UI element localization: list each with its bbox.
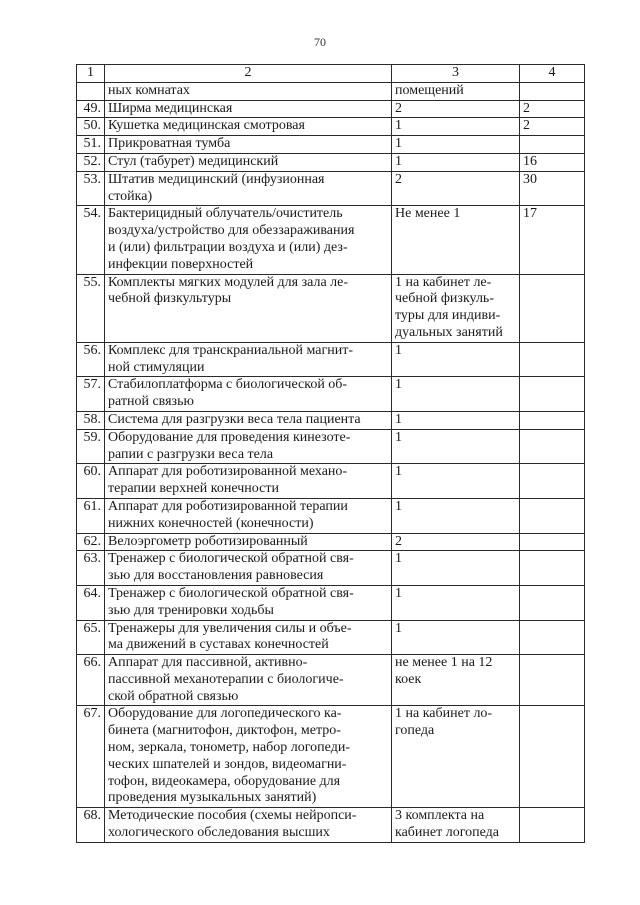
item-name-line: Тренажер с биологической обратной свя- xyxy=(108,551,354,567)
item-extra-quantity xyxy=(520,585,585,620)
table-row xyxy=(77,377,585,412)
item-extra-quantity xyxy=(520,82,585,100)
item-name-line: чебной физкультуры xyxy=(108,291,232,307)
item-quantity-line: 1 xyxy=(395,620,402,636)
table-row xyxy=(77,808,585,843)
item-extra-quantity: 2 xyxy=(520,118,585,136)
table-row xyxy=(77,429,585,464)
item-name-line: зью для восстановления равновесия xyxy=(108,568,324,584)
item-quantity xyxy=(392,620,520,655)
equipment-table xyxy=(76,64,585,843)
item-name-line: Оборудование для проведения кинезоте- xyxy=(108,429,351,445)
table-row xyxy=(77,655,585,706)
row-number: 66. xyxy=(77,655,105,706)
item-name-line: проведения музыкальных занятий) xyxy=(108,790,317,806)
item-name-line: тофон, видеокамера, оборудование для xyxy=(108,773,341,789)
item-name xyxy=(105,655,392,706)
item-name-line: инфекции поверхностей xyxy=(108,256,254,272)
item-name xyxy=(105,118,392,136)
item-name-line: Аппарат для роботизированной механо- xyxy=(108,464,348,480)
item-quantity-line: 1 xyxy=(395,498,402,514)
item-name-line: воздуха/устройство для обеззараживания xyxy=(108,223,355,239)
item-extra-quantity: 30 xyxy=(520,171,585,206)
item-quantity xyxy=(392,706,520,808)
row-number: 55. xyxy=(77,274,105,342)
table-row xyxy=(77,551,585,586)
item-name-line: зью для тренировки ходьбы xyxy=(108,602,274,618)
item-quantity-line: 1 xyxy=(395,342,402,358)
item-extra-quantity: 17 xyxy=(520,206,585,274)
item-name xyxy=(105,411,392,429)
column-header-4: 4 xyxy=(520,65,585,83)
item-quantity xyxy=(392,171,520,206)
item-name-line: ратной связью xyxy=(108,394,194,410)
table-row xyxy=(77,464,585,499)
item-quantity xyxy=(392,118,520,136)
item-extra-quantity xyxy=(520,551,585,586)
item-name-line: Стабилоплатформа с биологической об- xyxy=(108,377,348,393)
item-name xyxy=(105,136,392,154)
column-header-3: 3 xyxy=(392,65,520,83)
item-quantity xyxy=(392,411,520,429)
table-row xyxy=(77,136,585,154)
item-quantity-line: не менее 1 на 12 xyxy=(395,655,493,671)
item-extra-quantity xyxy=(520,342,585,377)
row-number: 67. xyxy=(77,706,105,808)
item-quantity xyxy=(392,206,520,274)
table-body xyxy=(77,82,585,842)
item-extra-quantity xyxy=(520,274,585,342)
item-name xyxy=(105,274,392,342)
item-name-line: терапии верхней конечности xyxy=(108,481,279,497)
item-quantity-line: 1 на кабинет ле- xyxy=(395,274,492,290)
item-name xyxy=(105,808,392,843)
item-extra-quantity xyxy=(520,808,585,843)
item-name xyxy=(105,585,392,620)
table-row xyxy=(77,533,585,551)
table-row xyxy=(77,411,585,429)
item-quantity-line: 2 xyxy=(395,100,402,116)
item-name-line: ма движений в суставах конечностей xyxy=(108,637,329,653)
item-name-line: ской обратной связью xyxy=(108,688,239,704)
item-name-line: рапии с разгрузки веса тела xyxy=(108,446,274,462)
item-quantity-line: 1 на кабинет ло- xyxy=(395,706,493,722)
page-number: 70 xyxy=(314,35,326,49)
item-extra-quantity xyxy=(520,498,585,533)
row-number: 68. xyxy=(77,808,105,843)
table-row xyxy=(77,498,585,533)
row-number xyxy=(77,82,105,100)
item-name xyxy=(105,533,392,551)
item-name-line: и (или) фильтрации воздуха и (или) дез- xyxy=(108,239,348,255)
table-row xyxy=(77,206,585,274)
item-name-line: Прикроватная тумба xyxy=(108,136,231,152)
item-name-line: ных комнатах xyxy=(108,82,190,98)
item-name-line: Стул (табурет) медицинский xyxy=(108,153,279,169)
row-number: 53. xyxy=(77,171,105,206)
item-quantity-line: помещений xyxy=(395,82,464,98)
item-name-line: Аппарат для пассивной, активно- xyxy=(108,655,308,671)
row-number: 49. xyxy=(77,100,105,118)
item-name-line: нижних конечностей (конечности) xyxy=(108,515,314,531)
item-name-line: Тренажер с биологической обратной свя- xyxy=(108,585,354,601)
item-extra-quantity xyxy=(520,411,585,429)
item-extra-quantity xyxy=(520,655,585,706)
item-name-line: ной стимуляции xyxy=(108,359,205,375)
item-quantity xyxy=(392,551,520,586)
item-name-line: бинета (магнитофон, диктофон, метро- xyxy=(108,723,341,739)
row-number: 50. xyxy=(77,118,105,136)
item-extra-quantity: 16 xyxy=(520,153,585,171)
item-name-line: Комплекс для транскраниальной магнит- xyxy=(108,342,354,358)
item-quantity-line: 1 xyxy=(395,411,402,427)
item-extra-quantity xyxy=(520,620,585,655)
item-name xyxy=(105,620,392,655)
item-quantity-line: кабинет логопеда xyxy=(395,825,499,841)
item-quantity-line: 1 xyxy=(395,464,402,480)
item-extra-quantity xyxy=(520,464,585,499)
item-name xyxy=(105,153,392,171)
item-name-line: Аппарат для роботизированной терапии xyxy=(108,498,348,514)
table-row xyxy=(77,82,585,100)
item-quantity xyxy=(392,82,520,100)
table-row xyxy=(77,153,585,171)
item-name xyxy=(105,706,392,808)
column-header-1: 1 xyxy=(77,65,105,83)
item-quantity-line: 2 xyxy=(395,171,402,187)
item-quantity xyxy=(392,464,520,499)
item-name xyxy=(105,498,392,533)
item-name-line: хологического обследования высших xyxy=(108,825,330,841)
row-number: 63. xyxy=(77,551,105,586)
item-name-line: Тренажеры для увеличения силы и объе- xyxy=(108,620,352,636)
row-number: 60. xyxy=(77,464,105,499)
item-quantity xyxy=(392,429,520,464)
row-number: 54. xyxy=(77,206,105,274)
row-number: 65. xyxy=(77,620,105,655)
item-name-line: Система для разгрузки веса тела пациента xyxy=(108,411,361,427)
item-quantity xyxy=(392,153,520,171)
item-name-line: Кушетка медицинская смотровая xyxy=(108,118,305,134)
item-name xyxy=(105,100,392,118)
item-name-line: Штатив медицинский (инфузионная xyxy=(108,171,325,187)
item-quantity-line: 2 xyxy=(395,533,402,549)
item-name xyxy=(105,551,392,586)
item-quantity xyxy=(392,655,520,706)
row-number: 62. xyxy=(77,533,105,551)
item-name-line: Оборудование для логопедического ка- xyxy=(108,706,342,722)
item-name-line: Комплекты мягких модулей для зала ле- xyxy=(108,274,349,290)
row-number: 52. xyxy=(77,153,105,171)
table-header-row xyxy=(77,65,585,83)
row-number: 59. xyxy=(77,429,105,464)
item-quantity-line: 1 xyxy=(395,377,402,393)
item-name xyxy=(105,377,392,412)
item-quantity xyxy=(392,274,520,342)
table-row xyxy=(77,342,585,377)
item-quantity xyxy=(392,808,520,843)
item-quantity-line: 3 комплекта на xyxy=(395,808,485,824)
item-quantity-line: гопеда xyxy=(395,723,435,739)
table-row xyxy=(77,585,585,620)
item-name-line: Велоэргометр роботизированный xyxy=(108,533,308,549)
item-quantity xyxy=(392,585,520,620)
row-number: 61. xyxy=(77,498,105,533)
item-name xyxy=(105,429,392,464)
item-quantity xyxy=(392,342,520,377)
table-row xyxy=(77,100,585,118)
table-row xyxy=(77,706,585,808)
row-number: 56. xyxy=(77,342,105,377)
table-row xyxy=(77,274,585,342)
item-name-line: стойка) xyxy=(108,188,153,204)
item-quantity-line: туры для индиви- xyxy=(395,308,501,324)
table-row xyxy=(77,171,585,206)
row-number: 57. xyxy=(77,377,105,412)
item-extra-quantity xyxy=(520,429,585,464)
item-extra-quantity: 2 xyxy=(520,100,585,118)
item-quantity-line: Не менее 1 xyxy=(395,206,461,222)
item-name xyxy=(105,171,392,206)
item-quantity-line: коек xyxy=(395,671,422,687)
item-quantity xyxy=(392,533,520,551)
item-name xyxy=(105,82,392,100)
item-name-line: Бактерицидный облучатель/очиститель xyxy=(108,206,343,222)
item-quantity-line: 1 xyxy=(395,551,402,567)
item-quantity-line: дуальных занятий xyxy=(395,324,503,340)
row-number: 51. xyxy=(77,136,105,154)
column-header-2: 2 xyxy=(105,65,392,83)
item-quantity-line: 1 xyxy=(395,585,402,601)
item-name-line: ческих шпателей и зондов, видеомагни- xyxy=(108,756,347,772)
item-quantity-line: 1 xyxy=(395,118,402,134)
item-name-line: пассивной механотерапии с биологиче- xyxy=(108,671,344,687)
item-name xyxy=(105,342,392,377)
item-extra-quantity xyxy=(520,706,585,808)
item-quantity-line: 1 xyxy=(395,136,402,152)
item-quantity xyxy=(392,498,520,533)
item-name xyxy=(105,206,392,274)
table-row xyxy=(77,620,585,655)
item-extra-quantity xyxy=(520,377,585,412)
item-extra-quantity xyxy=(520,136,585,154)
row-number: 64. xyxy=(77,585,105,620)
item-quantity xyxy=(392,136,520,154)
item-quantity-line: чебной физкуль- xyxy=(395,291,494,307)
item-name xyxy=(105,464,392,499)
row-number: 58. xyxy=(77,411,105,429)
item-quantity xyxy=(392,100,520,118)
table-row xyxy=(77,118,585,136)
item-quantity-line: 1 xyxy=(395,153,402,169)
item-name-line: Ширма медицинская xyxy=(108,100,233,116)
item-name-line: Методические пособия (схемы нейропси- xyxy=(108,808,357,824)
item-quantity-line: 1 xyxy=(395,429,402,445)
item-quantity xyxy=(392,377,520,412)
item-extra-quantity xyxy=(520,533,585,551)
item-name-line: ном, зеркала, тонометр, набор логопеди- xyxy=(108,740,350,756)
